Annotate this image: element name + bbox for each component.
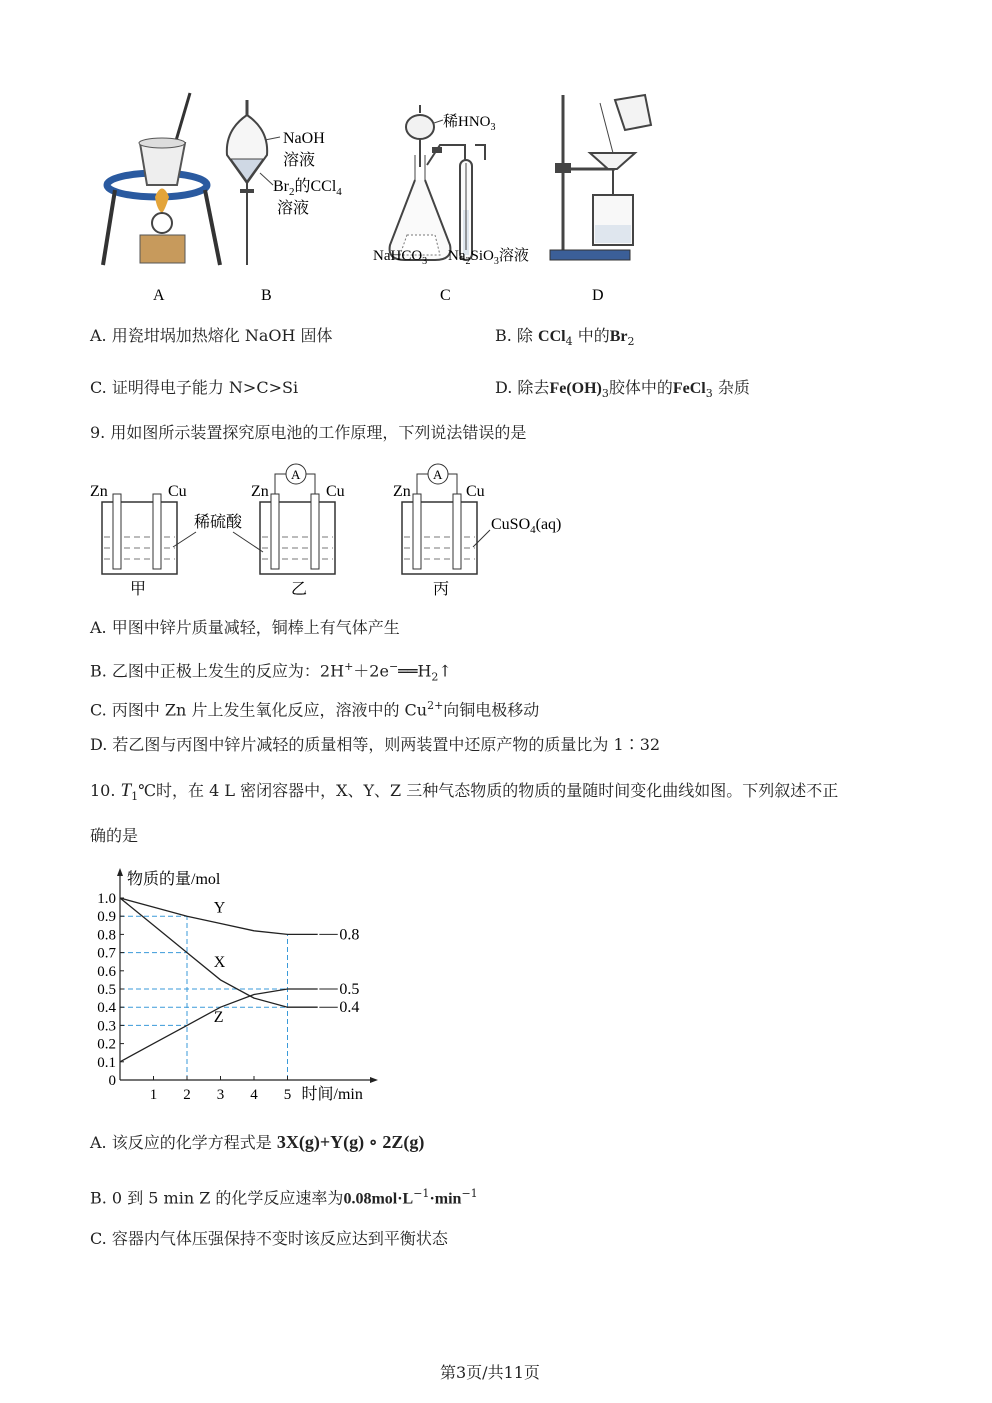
bing-cu: Cu [466,483,485,500]
x-axis-title: 时间/min [301,1086,363,1103]
q8-option-b-formula1: CCl [538,328,566,345]
q8-option-b-sub2: 2 [627,335,635,349]
c-acid-sub: 3 [490,122,496,133]
q8-option-c: C. 证明得电子能力 N>C>Si [90,378,299,397]
x-axis-arrow [370,1077,378,1083]
x-tick-label: 2 [183,1087,191,1103]
svg-text:Na2SiO3溶液 [448,246,529,267]
x-tick-label: 1 [149,1087,158,1103]
yi-cu: Cu [326,483,345,500]
q10-option-a-eq: 3X(g)+Y(g) ∘ 2Z(g) [276,1132,425,1152]
cuso4-post: (aq) [535,516,562,533]
q8-option-a: A. 用瓷坩埚加热熔化 NaOH 固体 [90,326,333,345]
q8-option-d-sub2: 3 [705,387,713,401]
apparatus-c [373,105,529,267]
x-tick-label: 3 [216,1087,225,1103]
b-label-sub2: 4 [336,186,342,198]
q8-option-b-pre: B. 除 [495,326,533,345]
q9-option-b-post: ↑ [438,661,452,681]
galvanic-cells-figure [88,462,588,602]
q10-num: 10. [90,781,116,800]
bing-label: 丙 [433,581,450,598]
apparatus-figure [95,85,665,310]
q8-option-d [495,377,750,405]
b-label-sub: 2 [289,186,295,198]
q9-option-c [90,695,539,721]
series-label-z: Z [213,1008,224,1026]
label-d: D [592,287,604,304]
q9-option-c-pre: C. 丙图中 Zn 片上发生氧化反应，溶液中的 Cu [90,700,428,720]
b-label-top2: 溶液 [283,152,316,169]
y-tick-label: 0.9 [97,909,116,926]
q10-stem-line2: 确的是 [90,826,139,845]
page-footer: 第3页/共11页 [440,1363,540,1382]
q9-option-c-sup: 2+ [427,699,444,712]
end-label-x: 0.4 [339,999,360,1017]
cuso4-sub: 4 [530,524,536,536]
b-label-top: NaOH [283,130,325,147]
q10-option-b [90,1183,478,1210]
q9-option-b [90,656,452,689]
svg-text:CuSO4(aq) [491,516,561,536]
acid-label: 稀硫酸 [194,514,243,531]
c-acid-label: 稀HNO [443,114,491,130]
q8-option-b-mid: 中的 [577,326,610,345]
series-label-y: Y [213,899,226,917]
label-a: A [153,287,165,304]
y-tick-label: 0.4 [97,1000,116,1017]
apparatus-b [227,100,342,265]
jia-zn: Zn [90,483,108,500]
q8-option-d-formula1: Fe [549,380,567,397]
y-tick-label: 0.8 [97,927,116,944]
end-label-y: 0.8 [339,926,360,944]
cuso4-label: CuSO [491,516,531,533]
q9-option-b-pre: B. 乙图中正极上发生的反应为：2H [90,661,345,681]
label-c: C [440,287,451,304]
end-label-z: 0.5 [339,981,360,998]
x-tick-label: 5 [283,1087,292,1103]
yi-meter: A [291,467,301,482]
apparatus-a [103,93,220,265]
q10-stem [90,780,838,808]
cell-jia [90,483,187,598]
q10-option-b-eq2: ·min [429,1190,462,1208]
yi-zn: Zn [251,483,269,500]
c-right-label: Na [448,248,466,264]
bing-zn: Zn [393,483,411,500]
q8-option-b [495,325,634,353]
q10-option-a [90,1131,424,1154]
c-right-mid: SiO [470,248,494,264]
y-axis-arrow [117,868,123,876]
q8-option-b-formula2: Br [609,328,628,345]
q10-option-a-pre: A. 该反应的化学方程式是 [90,1133,272,1152]
y-tick-label: 0.6 [97,963,116,980]
svg-text:稀HNO3 [443,113,496,133]
q10-option-b-sup2: −1 [461,1187,478,1200]
q8-option-d-pre: D. 除去 [495,378,550,397]
b-label-bottom2: 溶液 [277,200,310,217]
svg-text:Br2的CCl4 [273,177,342,198]
y-tick-label: 1.0 [97,891,116,907]
q10-option-b-sup: −1 [413,1187,430,1200]
q9-option-b-eq: ══H [398,661,432,681]
q9-option-d: D. 若乙图与丙图中锌片减轻的质量相等，则两装置中还原产物的质量比为 1∶32 [90,735,661,754]
q9-option-c-post: 向铜电极移动 [443,700,540,720]
y-tick-label: 0.5 [97,982,116,998]
svg-text:NaHCO3 [373,248,427,267]
label-b: B [261,287,272,304]
series-label-x: X [213,954,226,972]
q9-stem: 9. 用如图所示装置探究原电池的工作原理，下列说法错误的是 [90,423,527,442]
q8-option-d-formula1b: (OH) [566,380,602,397]
c-left-label: NaHCO [373,248,423,264]
q10-stem-rest: ℃时，在 4 L 密闭容器中，X、Y、Z 三种气态物质的物质的量随时间变化曲线如图。下列叙述不正 [138,781,839,800]
q8-option-d-formula2: FeCl [672,380,706,397]
yi-label: 乙 [291,581,308,598]
q10-option-b-eq: 0.08mol·L [343,1190,414,1208]
q9-option-a: A. 甲图中锌片质量减轻，铜棒上有气体产生 [90,618,400,637]
q8-option-d-mid: 胶体中的 [608,378,673,397]
c-right-sub: 2 [465,256,471,267]
q8-option-d-sub1: 3 [601,387,609,401]
b-label-post: 的CCl [294,178,337,195]
c-left-sub: 3 [422,256,428,267]
y-tick-label: 0.7 [97,945,116,962]
x-tick-label: 4 [250,1087,258,1103]
c-right-sub2: 3 [493,256,499,267]
cell-yi [251,464,345,598]
b-label-bottom: Br [273,178,289,195]
y-axis-title: 物质的量/mol [127,871,221,888]
q10-t-sub: 1 [131,790,139,804]
jia-cu: Cu [168,483,187,500]
mol-time-chart [88,862,388,1107]
q10-t: T [120,780,132,801]
q8-option-d-post: 杂质 [717,378,750,397]
y-tick-label: 0.2 [97,1036,116,1053]
cell-bing [393,464,561,598]
q8-option-b-sub1: 4 [565,335,573,349]
y-tick-label: 0 [108,1073,116,1089]
q9-option-b-sup: + [344,660,354,673]
y-tick-label: 0.3 [97,1018,116,1035]
apparatus-d [550,95,651,260]
c-right-post: 溶液 [498,248,529,264]
jia-label: 甲 [130,581,147,598]
y-tick-label: 0.1 [97,1054,116,1071]
q10-option-c: C. 容器内气体压强保持不变时该反应达到平衡状态 [90,1229,448,1248]
q10-option-b-pre: B. 0 到 5 min Z 的化学反应速率为 [90,1188,344,1208]
q9-option-b-mid: ＋2e [353,661,389,681]
q9-option-b-sub: 2 [431,670,439,684]
bing-meter: A [433,467,443,482]
q9-option-b-sup2: − [388,660,399,673]
